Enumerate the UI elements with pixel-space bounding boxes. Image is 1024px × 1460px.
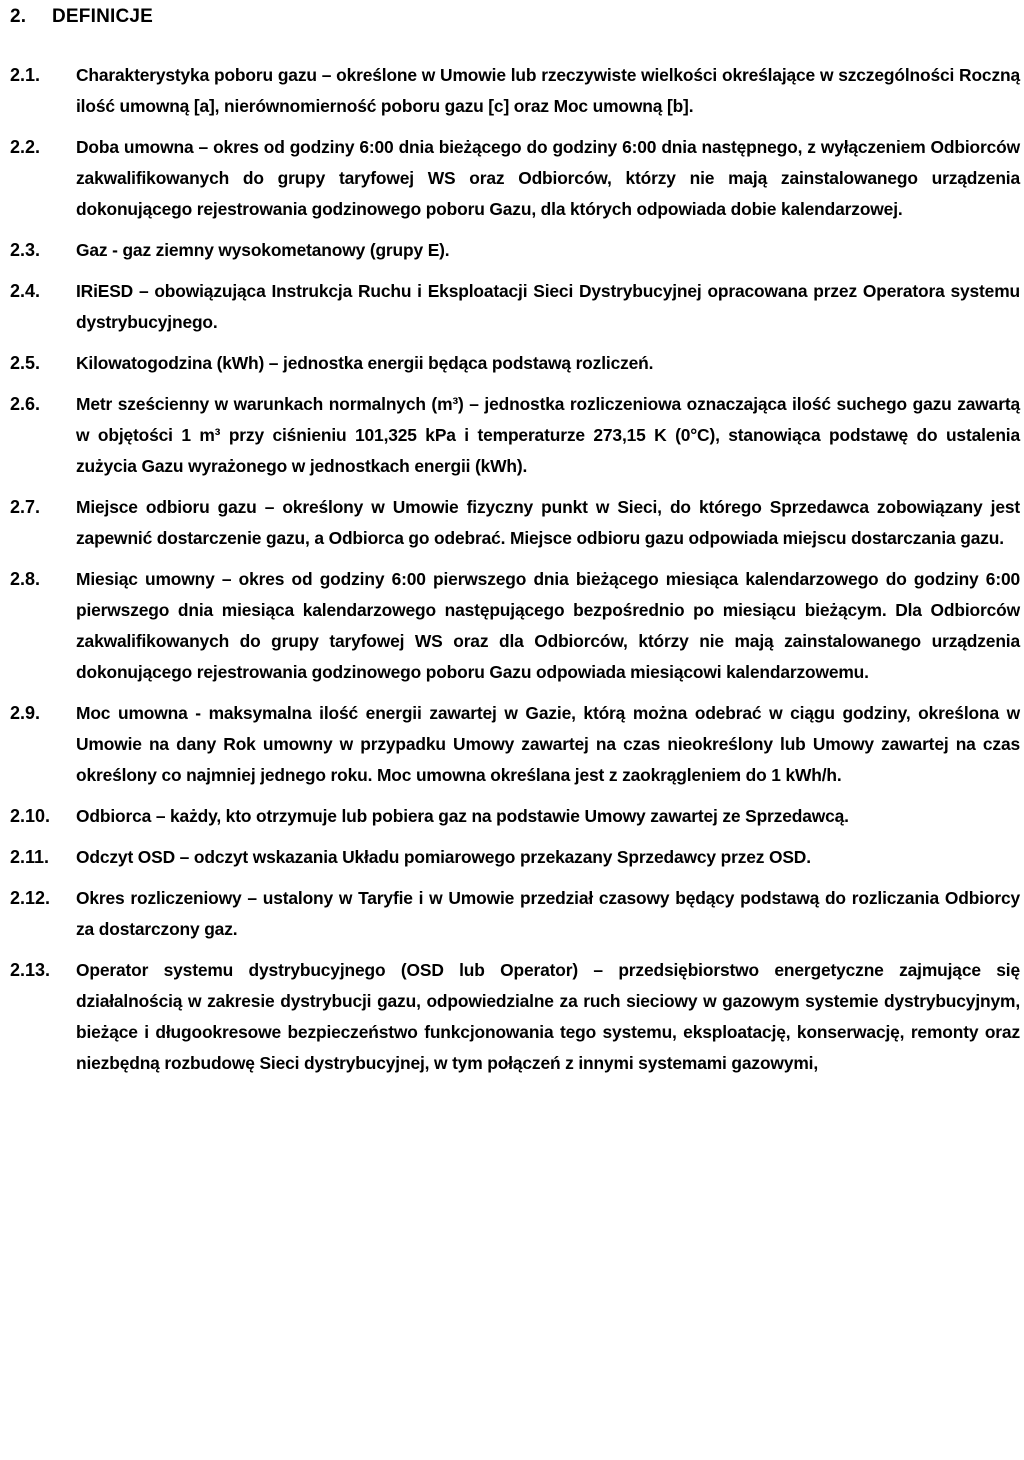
definition-number: 2.11. (10, 847, 50, 867)
definition-text: Okres rozliczeniowy – ustalony w Taryfie i w Umowie przedział czasowy będący podstawą do rozliczania Odbiorcy za dostarczony gaz. (76, 888, 1020, 939)
definition-text: Odczyt OSD – odczyt wskazania Układu pomiarowego przekazany Sprzedawcy przez OSD. (76, 847, 811, 867)
definition-number: 2.5. (10, 353, 41, 373)
definition-number: 2.10. (10, 806, 51, 826)
definition-text: Kilowatogodzina (kWh) – jednostka energii będąca podstawą rozliczeń. (76, 353, 654, 373)
definition-item (10, 348, 1020, 379)
definition-text: Odbiorca – każdy, kto otrzymuje lub pobiera gaz na podstawie Umowy zawartej ze Sprzedawcą. (76, 806, 849, 826)
definition-number: 2.1. (10, 65, 41, 85)
definition-item (10, 60, 1020, 122)
definition-number: 2.13. (10, 960, 51, 980)
definition-number: 2.12. (10, 888, 51, 908)
section-number: 2. (10, 6, 27, 27)
definition-text: Gaz - gaz ziemny wysokometanowy (grupy E). (76, 240, 450, 260)
section-title: DEFINICJE (52, 6, 154, 27)
definition-text: Moc umowna - maksymalna ilość energii zawartej w Gazie, którą można odebrać w ciągu godziny, określona w Umowie na dany Rok umowny w przypadku Umowy zawartej na czas nieokreślony lub Umowy zawartej na czas określony co najmniej jednego roku. Moc umowna określana jest z zaokrągleniem do 1 kWh/h. (76, 703, 1020, 785)
definition-item (10, 276, 1020, 338)
definition-text: Metr sześcienny w warunkach normalnych (m³) – jednostka rozliczeniowa oznaczająca ilość suchego gazu zawartą w objętości 1 m³ przy ciśnieniu 101,325 kPa i temperaturze 273,15 K (0°C), stanowiąca podstawę do ustalenia zużycia Gazu wyrażonego w jednostkach energii (kWh). (76, 394, 1020, 476)
definition-item (10, 955, 1020, 1079)
definitions-list (10, 60, 1020, 1089)
definition-number: 2.6. (10, 394, 41, 414)
section-heading (10, 4, 153, 30)
definition-text: Miesiąc umowny – okres od godziny 6:00 pierwszego dnia bieżącego miesiąca kalendarzowego do godziny 6:00 pierwszego dnia miesiąca kalendarzowego następującego bezpośrednio po miesiącu bieżącym. Dla Odbiorców zakwalifikowanych do grupy taryfowej WS oraz dla Odbiorców, którzy nie mają zainstalowanego urządzenia dokonującego rejestrowania godzinowego poboru Gazu odpowiada miesiącowi kalendarzowemu. (76, 569, 1020, 682)
definition-item (10, 883, 1020, 945)
definition-item (10, 389, 1020, 482)
definition-number: 2.9. (10, 703, 41, 723)
definition-item (10, 698, 1020, 791)
definition-number: 2.2. (10, 137, 41, 157)
definition-item (10, 842, 1020, 873)
definition-text: Charakterystyka poboru gazu – określone w Umowie lub rzeczywiste wielkości określające w szczególności Roczną ilość umowną [a], nierównomierność poboru gazu [c] oraz Moc umowną [b]. (76, 65, 1020, 116)
definition-number: 2.8. (10, 569, 41, 589)
definition-item (10, 235, 1020, 266)
definition-item (10, 564, 1020, 688)
definition-text: Operator systemu dystrybucyjnego (OSD lub Operator) – przedsiębiorstwo energetyczne zajmujące się działalnością w zakresie dystrybucji gazu, odpowiedzialne za ruch sieciowy w gazowym systemie dystrybucyjnym, bieżące i długookresowe bezpieczeństwo funkcjonowania tego systemu, eksploatację, konserwację, remonty oraz niezbędną rozbudowę Sieci dystrybucyjnej, w tym połączeń z innymi systemami gazowymi, (76, 960, 1020, 1073)
definition-number: 2.7. (10, 497, 41, 517)
definition-text: IRiESD – obowiązująca Instrukcja Ruchu i Eksploatacji Sieci Dystrybucyjnej opracowana przez Operatora systemu dystrybucyjnego. (76, 281, 1020, 332)
definition-item (10, 801, 1020, 832)
definition-text: Miejsce odbioru gazu – określony w Umowie fizyczny punkt w Sieci, do którego Sprzedawca zobowiązany jest zapewnić dostarczenie gazu, a Odbiorca go odebrać. Miejsce odbioru gazu odpowiada miejscu dostarczania gazu. (76, 497, 1020, 548)
definition-number: 2.4. (10, 281, 41, 301)
definition-number: 2.3. (10, 240, 41, 260)
definition-item (10, 492, 1020, 554)
definition-text: Doba umowna – okres od godziny 6:00 dnia bieżącego do godziny 6:00 dnia następnego, z wyłączeniem Odbiorców zakwalifikowanych do grupy taryfowej WS oraz Odbiorców, którzy nie mają zainstalowanego urządzenia dokonującego rejestrowania godzinowego poboru Gazu, dla których odpowiada dobie kalendarzowej. (76, 137, 1020, 219)
definition-item (10, 132, 1020, 225)
